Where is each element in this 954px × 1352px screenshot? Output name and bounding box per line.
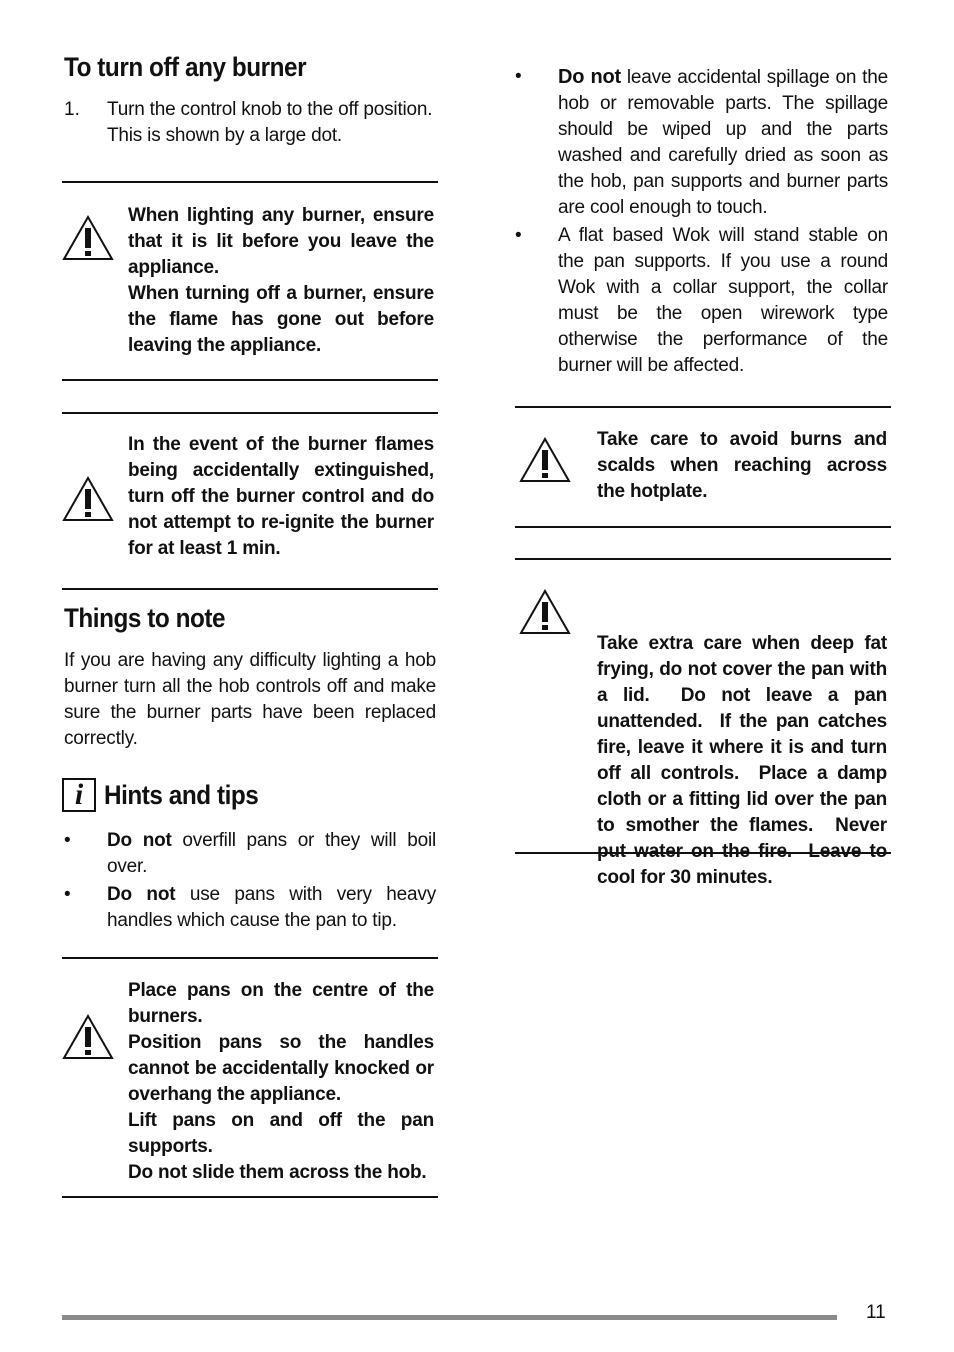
step-text: Turn the control knob to the off position. This is shown by a large dot.	[107, 99, 433, 146]
things-to-note-text: If you are having any difficulty lighting a hob burner turn all the hob controls off and make sure the burner parts have been replaced correctly.	[64, 650, 436, 749]
hints-heading: Hints and tips	[104, 779, 259, 810]
bullet-icon: •	[64, 884, 71, 905]
warning-text: Lift pans on and off the pan supports.	[128, 1110, 434, 1157]
warning-text: When turning off a burner, ensure the flame has gone out before leaving the appliance.	[128, 283, 434, 356]
things-to-note-heading: Things to note	[64, 603, 226, 633]
list-item: • Do not leave accidental spillage on the hob or removable parts. The spillage should be wiped up and the parts washed and carefully dried as soon as the hob, pan supports and burner parts are cool enough to touch.	[515, 64, 888, 221]
warning-triangle-icon	[519, 589, 571, 635]
right-bullet-list	[515, 64, 888, 379]
bullet-icon: •	[515, 225, 522, 246]
warning-box-lighting	[62, 181, 438, 381]
warning-box-deep-fat	[515, 558, 893, 888]
list-item: • A flat based Wok will stand stable on the pan supports. If you use a round Wok with a collar support, the collar must be the open wirework type otherwise the performance of the burner will be affected.	[515, 223, 888, 379]
warning-triangle-icon	[519, 437, 571, 483]
footer-bar	[62, 1315, 837, 1320]
info-icon: i	[62, 778, 96, 812]
bullet-icon: •	[64, 830, 71, 851]
warning-triangle-icon	[62, 215, 114, 261]
list-item: • Do not overfill pans or they will boil over.	[64, 828, 436, 880]
warning-triangle-icon	[62, 476, 114, 522]
warning-text: When lighting any burner, ensure that it is lit before you leave the appliance.	[128, 205, 434, 278]
warning-text: Take care to avoid burns and scalds when reaching across the hotplate.	[597, 429, 887, 502]
turn-off-step	[64, 97, 438, 149]
warning-text: Place pans on the centre of the burners.	[128, 980, 434, 1027]
warning-triangle-icon	[62, 1014, 114, 1060]
list-item: • Do not use pans with very heavy handles which cause the pan to tip.	[64, 882, 436, 934]
hints-heading-row	[62, 778, 276, 812]
warning-text: In the event of the burner flames being accidentally extinguished, turn off the burner control and do not attempt to re-ignite the burner for at least 1 min.	[128, 434, 434, 559]
step-number: 1.	[64, 99, 80, 120]
warning-text: Take extra care when deep fat frying, do not cover the pan with a lid. Do not leave a pan unattended. If the pan catches fire, leave it where it is and turn off all controls. Place a damp cloth or a fitting lid over the pan to smother the flames. Never put water on the fire. Leave to cool for 30 minutes.	[597, 633, 893, 888]
warning-box-pans	[62, 957, 438, 1198]
warning-text: Do not slide them across the hob.	[128, 1162, 427, 1183]
hints-list	[64, 828, 436, 934]
warning-text: Position pans so the handles cannot be accidentally knocked or overhang the appliance.	[128, 1032, 434, 1105]
bullet-icon: •	[515, 66, 522, 87]
page-number: 11	[866, 1302, 886, 1323]
turn-off-heading: To turn off any burner	[64, 52, 307, 82]
warning-box-extinguished	[62, 412, 438, 590]
warning-box-burns	[515, 406, 891, 528]
